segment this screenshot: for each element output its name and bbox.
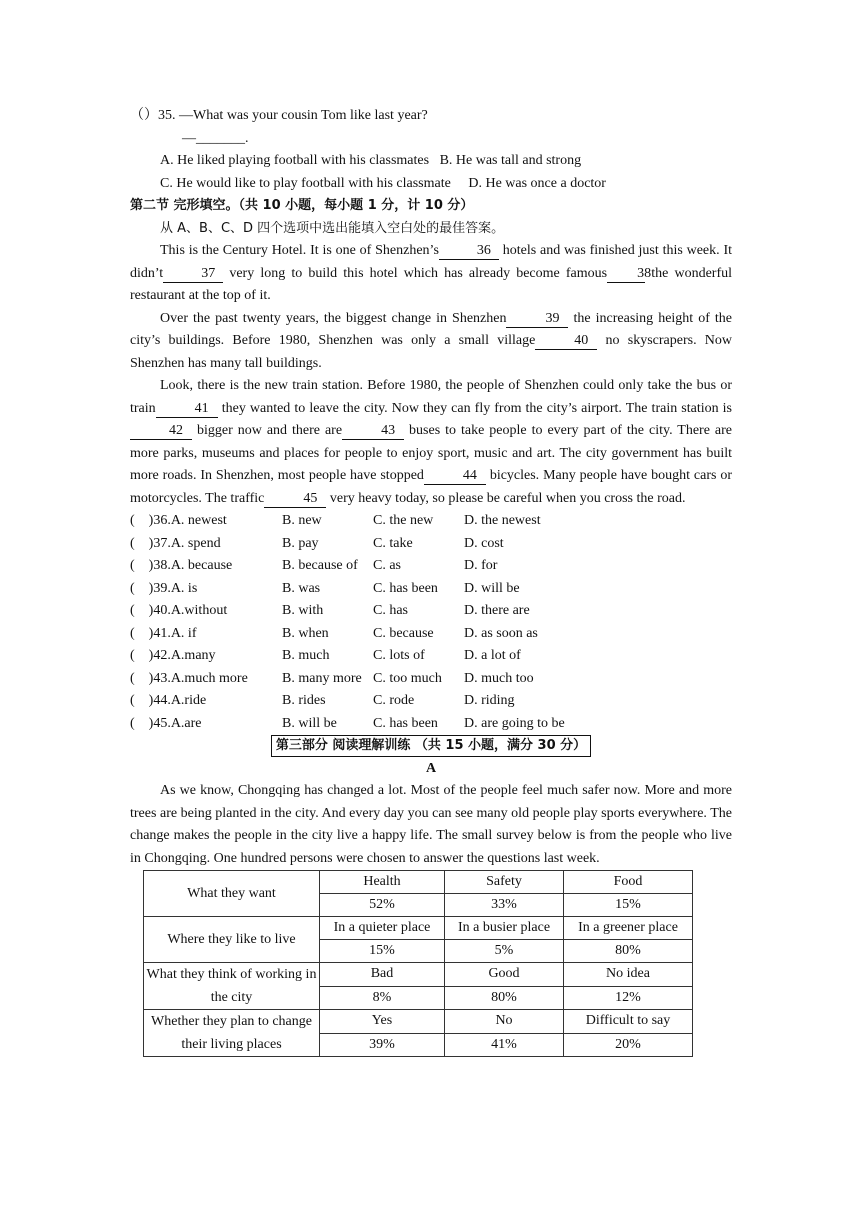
table-cell: Food [564, 871, 693, 894]
passage-text: Look, there is the new train station. Before 1980, the people of Shenzhen could only take the bus or train [130, 378, 732, 416]
question-number: ( )37.A. spend [130, 535, 221, 551]
table-cell: 12% [564, 986, 693, 1010]
passage-text: This is the Century Hotel. It is one of Shenzhen’s [160, 243, 439, 258]
passage-text: buses to take people to every part of the city. There are more parks, museums and places for people to enjoy sport, music and art. The city government has built more roads. In Shenzhen, most people have stopped [130, 423, 733, 483]
option-b: B. with [282, 603, 324, 618]
row-label: What they want [144, 871, 320, 917]
table-row [144, 963, 693, 987]
option-c: C. take [373, 535, 413, 551]
reading-part-label: A [425, 760, 437, 776]
option-b: B. because of [282, 558, 358, 573]
survey-table [143, 870, 693, 1057]
table-cell: Safety [444, 871, 563, 894]
q35-options-line2: C. He would like to play football with his classmate D. He was once a doctor [160, 175, 606, 191]
question-number: ( )43.A.much more [130, 670, 248, 686]
cloze-paragraph-2 [130, 308, 732, 376]
question-number: ( )38.A. because [130, 558, 233, 573]
question-row [130, 600, 732, 623]
question-row [130, 510, 732, 533]
passage-text: Over the past twenty years, the biggest change in Shenzhen [160, 310, 507, 326]
table-row [144, 871, 693, 894]
blank-36: 36 [439, 242, 499, 260]
option-b: B. will be [282, 715, 337, 731]
row-label: What they think of working in the city [144, 963, 320, 1010]
passage-text: bigger now and there are [196, 423, 343, 438]
table-cell: Bad [320, 963, 445, 987]
passage-text: no skyscrapers. Now Shenzhen has many tall buildings. [130, 333, 733, 371]
option-b: B. new [282, 513, 322, 528]
blank-45: 45 [264, 490, 326, 508]
table-cell: Good [444, 963, 563, 987]
table-cell: Health [320, 871, 445, 894]
table-cell: 15% [320, 940, 445, 963]
cloze-paragraph-3 [130, 375, 732, 510]
blank-43: 43 [342, 422, 404, 440]
table-cell: 41% [444, 1033, 563, 1057]
question-row [130, 645, 732, 668]
passage-text: very heavy today, so please be careful when you cross the road. [329, 490, 686, 506]
question-row [130, 578, 732, 601]
option-c: C. has [373, 603, 408, 618]
question-row [130, 668, 732, 691]
option-d: D. much too [464, 670, 534, 686]
option-c: C. because [373, 625, 434, 641]
question-number: ( )45.A.are [130, 715, 202, 731]
reading-paragraph: As we know, Chongqing has changed a lot. Most of the people feel much safer now. More and more trees are being planted in the city. And every day you can see many old people play sports everywhere. The change makes the people in the city live a happy life. The small survey below is from the people who live in Chongqing. One hundred persons were chosen to answer the questions last week. [130, 783, 732, 866]
option-d: D. will be [464, 580, 520, 596]
option-b: B. pay [282, 535, 319, 551]
option-d: D. are going to be [464, 715, 565, 731]
table-cell: 52% [320, 894, 445, 917]
blank-40: 40 [535, 332, 597, 350]
table-cell: No idea [564, 963, 693, 987]
q35-options-line1: A. He liked playing football with his classmates B. He was tall and strong [160, 153, 582, 168]
option-c: C. the new [373, 513, 434, 528]
option-b: B. many more [282, 670, 362, 686]
blank-44: 44 [424, 467, 486, 485]
table-cell: In a quieter place [320, 917, 445, 940]
passage-text: the increasing height of the city’s buildings. Before 1980, Shenzhen was only a small village [130, 310, 732, 348]
table-cell: 80% [564, 940, 693, 963]
option-c: C. too much [373, 670, 442, 686]
question-row [130, 713, 732, 736]
passage-text: they wanted to leave the city. Now they can fly from the city’s airport. The train station is [221, 400, 732, 416]
question-number: ( )39.A. is [130, 580, 198, 596]
question-number: ( )36.A. newest [130, 513, 227, 528]
table-cell: 39% [320, 1033, 445, 1057]
table-row [144, 917, 693, 940]
blank-41: 41 [156, 400, 218, 418]
question-number: ( )41.A. if [130, 625, 197, 641]
option-b: B. when [282, 625, 329, 641]
table-cell: In a greener place [564, 917, 693, 940]
table-cell: In a busier place [444, 917, 563, 940]
table-cell: 80% [444, 986, 563, 1010]
table-cell: Yes [320, 1010, 445, 1034]
option-d: D. riding [464, 693, 515, 708]
option-b: B. much [282, 648, 330, 663]
option-d: D. for [464, 558, 498, 573]
option-d: D. cost [464, 535, 504, 551]
blank-42: 42 [130, 422, 192, 440]
option-c: C. lots of [373, 648, 425, 663]
section3-title: 第三部分 阅读理解训练 （共 15 小题，满分 30 分） [271, 735, 591, 757]
question-row [130, 690, 732, 713]
row-label: Whether they plan to change their living places [144, 1010, 320, 1057]
q35-stem: （）35. —What was your cousin Tom like last year? [130, 108, 428, 123]
passage-text: hotels and was finished just this week. It didn’t [130, 243, 733, 281]
option-c: C. has been [373, 580, 438, 596]
blank-38: 38 [607, 265, 645, 283]
blank-39: 39 [506, 310, 568, 328]
exam-page [130, 105, 733, 1052]
cloze-paragraph-1 [130, 240, 732, 308]
question-row [130, 533, 732, 556]
option-d: D. there are [464, 603, 530, 618]
option-d: D. the newest [464, 513, 541, 528]
option-d: D. as soon as [464, 625, 538, 641]
question-row [130, 555, 732, 578]
cloze-options [130, 510, 732, 735]
table-cell: 8% [320, 986, 445, 1010]
question-row [130, 623, 732, 646]
blank-37: 37 [163, 265, 223, 283]
table-cell: 5% [444, 940, 563, 963]
section2-title: 第二节 完形填空。（共 10 小题，每小题 1 分，计 10 分） [130, 198, 474, 213]
section2-instruction: 从 A、B、C、D 四个选项中选出能填入空白处的最佳答案。 [160, 220, 505, 236]
passage-text: bicycles. Many people have bought cars or motorcycles. The traffic [130, 468, 732, 506]
question-number: ( )40.A.without [130, 603, 228, 618]
option-b: B. rides [282, 693, 326, 708]
question-number: ( )44.A.ride [130, 693, 207, 708]
table-row [144, 1010, 693, 1034]
table-cell: 15% [564, 894, 693, 917]
passage-text: the wonderful restaurant at the top of it. [130, 265, 733, 303]
table-cell: No [444, 1010, 563, 1034]
option-c: C. has been [373, 715, 438, 731]
option-d: D. a lot of [464, 648, 521, 663]
row-label: Where they like to live [144, 917, 320, 963]
q35-answer-line: —_______. [182, 130, 249, 146]
table-cell: Difficult to say [564, 1010, 693, 1034]
option-c: C. rode [373, 693, 415, 708]
table-cell: 33% [444, 894, 563, 917]
option-b: B. was [282, 580, 321, 596]
option-c: C. as [373, 558, 401, 573]
question-number: ( )42.A.many [130, 648, 216, 663]
passage-text: very long to build this hotel which has already become famous [229, 265, 608, 281]
section3-title-box [130, 735, 732, 758]
table-cell: 20% [564, 1033, 693, 1057]
